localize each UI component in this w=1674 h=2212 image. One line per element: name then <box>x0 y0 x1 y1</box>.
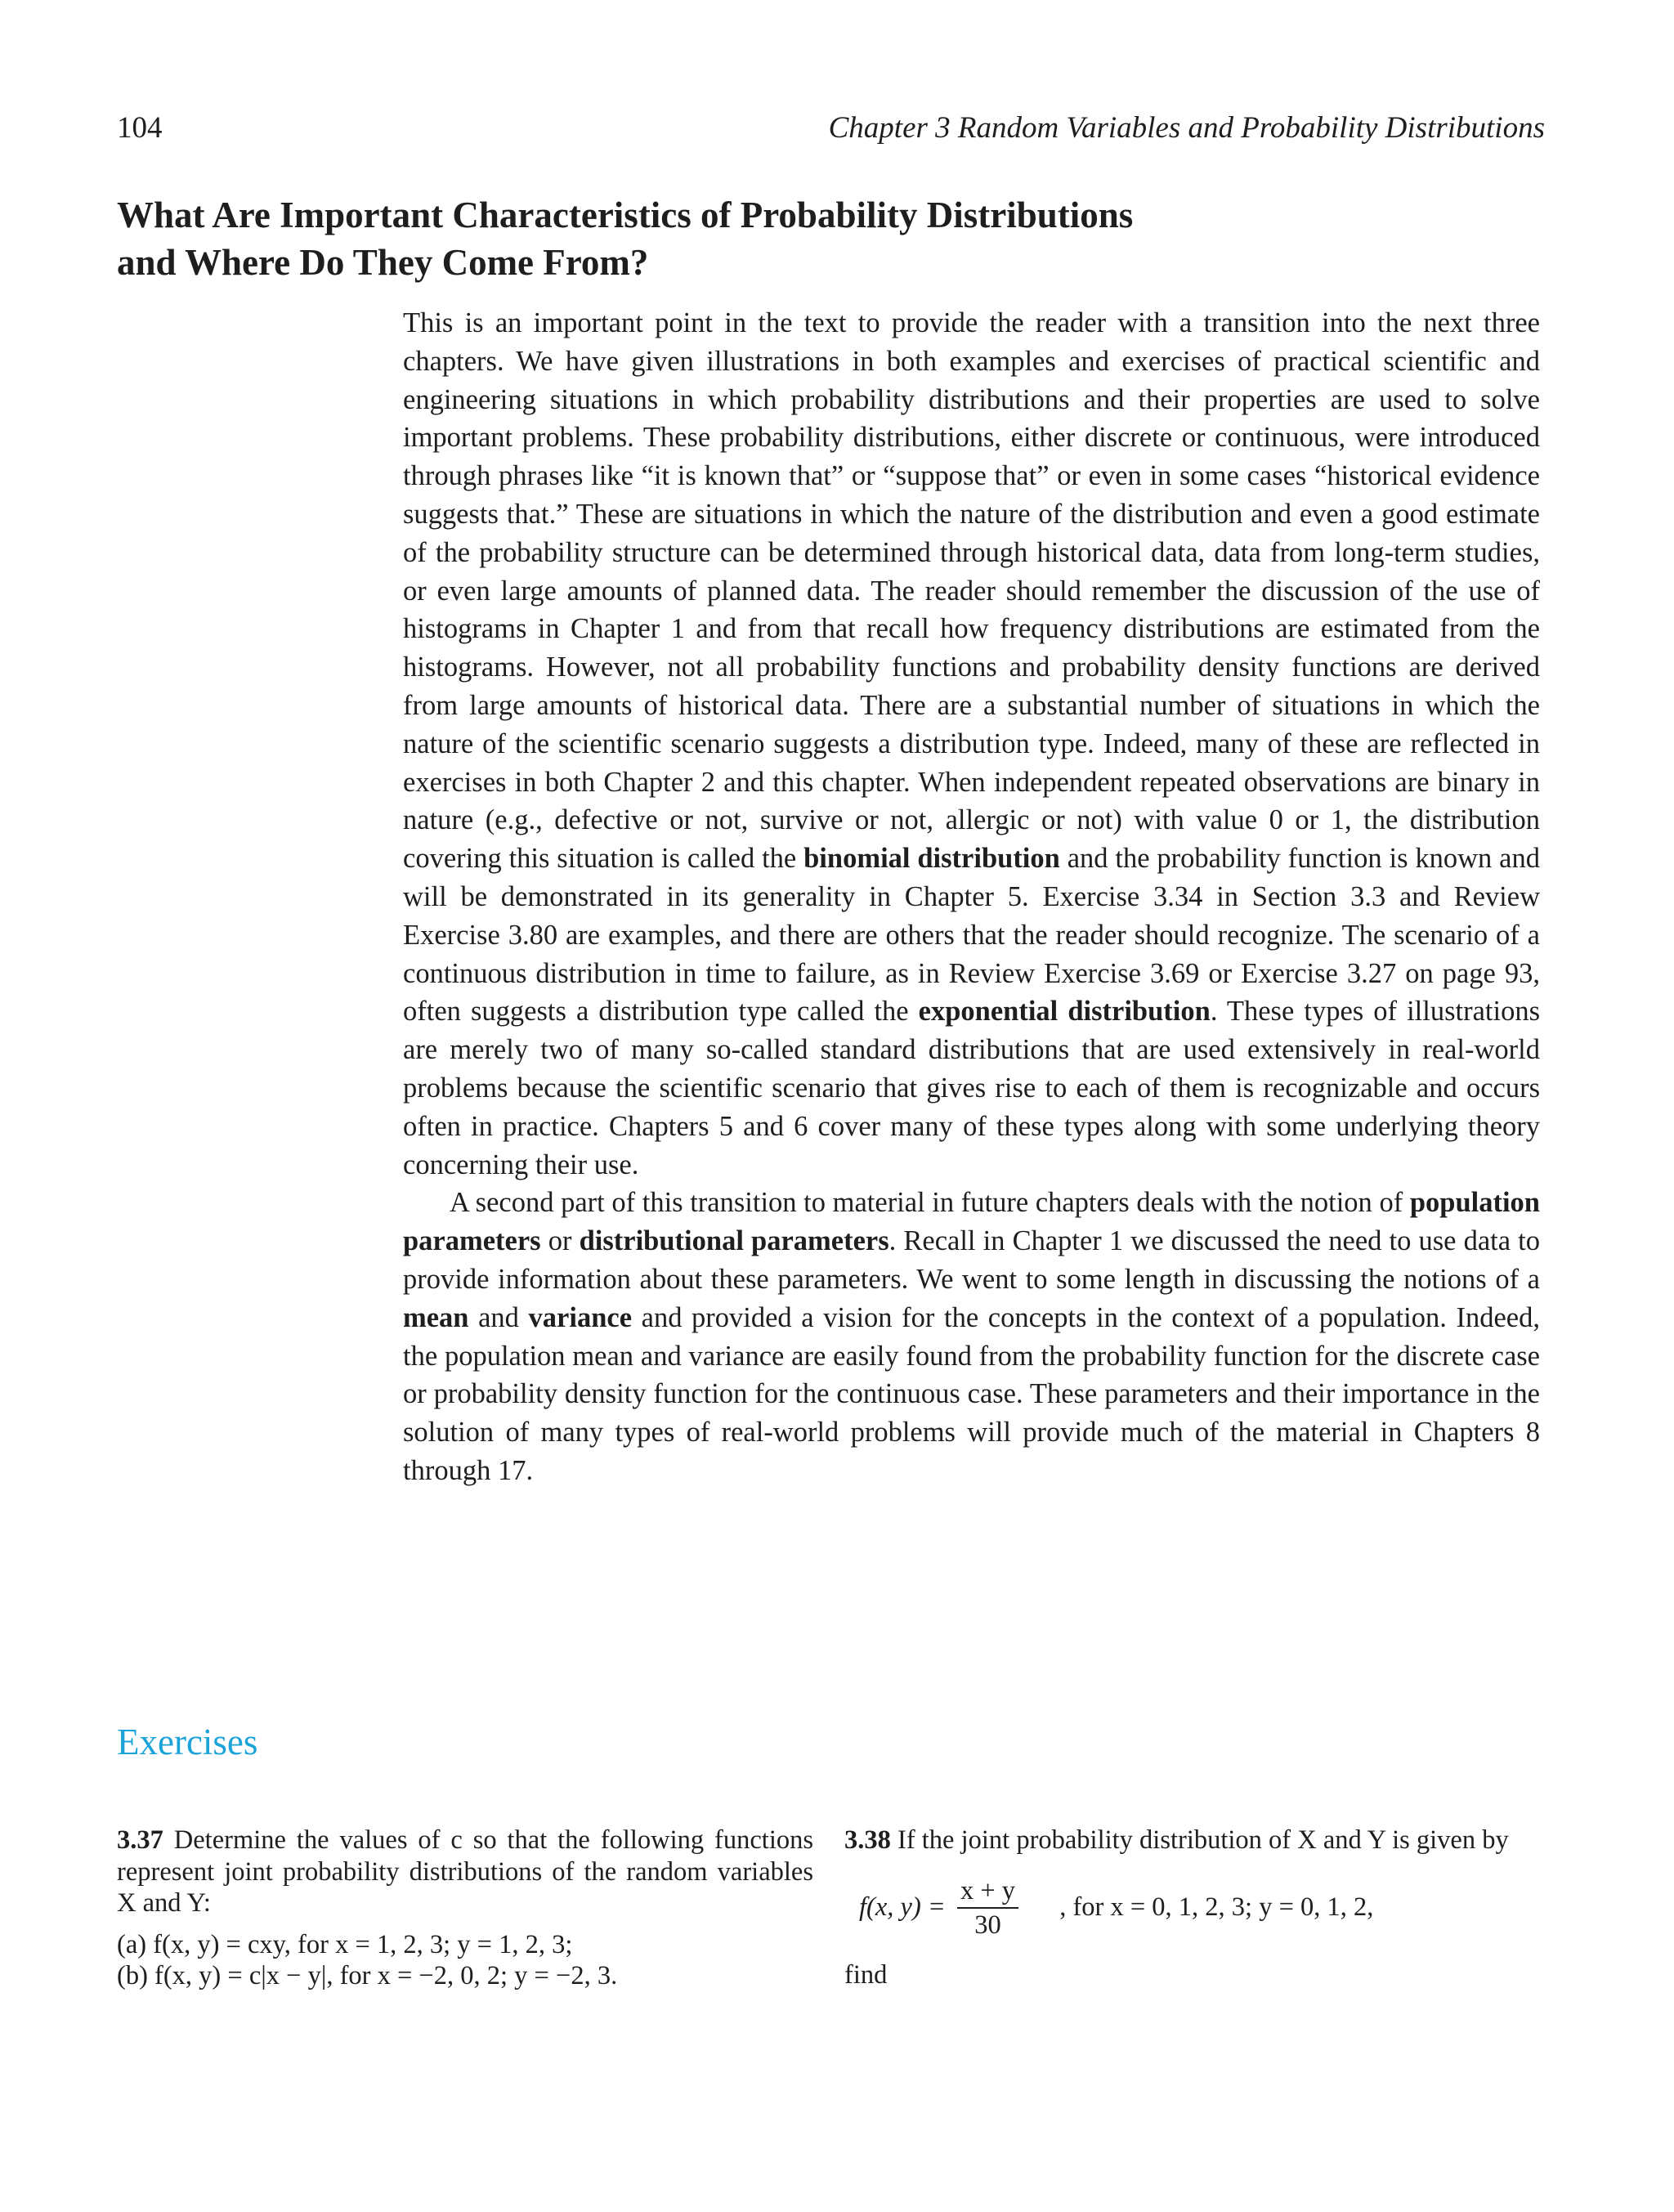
equation-lhs: f(x, y) = <box>859 1892 946 1923</box>
term-distributional-parameters: distributional parameters <box>579 1225 889 1257</box>
paragraph-2-text-2: or <box>540 1225 580 1257</box>
term-mean: mean <box>403 1301 469 1333</box>
exercise-3-37-text: Determine the values of c so that the following functions represent joint probability distributions of the random variables X and Y: <box>117 1825 813 1918</box>
paragraph-2-text-3: . Recall in Chapter 1 we discussed the need to use data to provide information about these parameters. We went to some length in discussing the notions of a <box>403 1225 1541 1295</box>
exercise-number: 3.38 <box>844 1825 891 1855</box>
fraction-numerator: x + y <box>957 1874 1018 1909</box>
equation-condition: , for x = 0, 1, 2, 3; y = 0, 1, 2, <box>1059 1892 1374 1923</box>
joint-pmf-equation <box>859 1874 1541 1948</box>
fraction <box>957 1874 1018 1941</box>
exercise-3-38-find: find <box>844 1959 888 1990</box>
exercises-heading: Exercises <box>117 1722 258 1762</box>
paragraph-1 <box>403 304 1540 1184</box>
paragraph-2-text-5: and provided a vision for the concepts in the context of a population. Indeed, the population mean and variance are easily found from the probability function for the discrete case or probability density function for the continuous case. These parameters and their importance in the solution of many types of real-world problems will provide much of the material in Chapters 8 through 17. <box>403 1301 1540 1486</box>
section-title <box>117 191 1555 286</box>
paragraph-2-text-4: and <box>468 1301 529 1333</box>
exercise-3-37-part-a: (a) f(x, y) = cxy, for x = 1, 2, 3; y = 1, 2, 3; <box>117 1929 573 1959</box>
section-title-line-2: and Where Do They Come From? <box>117 242 649 283</box>
paragraph-1-text-1: This is an important point in the text to provide the reader with a transition into the next three chapters. We have given illustrations in both examples and exercises of practical scientific and engineering situations in which probability distributions and their properties are used to solve important problems. These probability distributions, either discrete or continuous, were introduced through phrases like “it is known that” or “suppose that” or even in some cases “historical evidence suggests that.” These are situations in which the nature of the distribution and even a good estimate of the probability structure can be determined through historical data, data from long-term studies, or even large amounts of planned data. The reader should remember the discussion of the use of histograms in Chapter 1 and from that recall how frequency distributions are estimated from the histograms. However, not all probability functions and probability density functions are derived from large amounts of historical data. There are a substantial number of situations in which the nature of the scientific scenario suggests a distribution type. Indeed, many of these are reflected in exercises in both Chapter 2 and this chapter. When independent repeated observations are binary in nature (e.g., defective or not, survive or not, allergic or not) with value 0 or 1, the distribution covering this situation is called the <box>403 307 1540 875</box>
page-header <box>0 110 1674 153</box>
paragraph-2-text-1: A second part of this transition to material in future chapters deals with the notion of <box>450 1187 1410 1219</box>
running-head: Chapter 3 Random Variables and Probability Distributions <box>828 111 1545 145</box>
exercise-3-37 <box>117 1825 813 1992</box>
exercise-3-38-text: If the joint probability distribution of X and Y is given by <box>890 1825 1509 1855</box>
exercise-number: 3.37 <box>117 1825 163 1855</box>
paragraph-1-text-3: . These types of illustrations are merely two of many so-called standard distributions that are used extensively in real-world problems because the scientific scenario that gives rise to each of them is recognizable and occurs often in practice. Chapters 5 and 6 cover many of these types along with some underlying theory concerning their use. <box>403 996 1540 1180</box>
exercise-3-38-intro <box>844 1825 1541 1856</box>
fraction-denominator: 30 <box>974 1910 1001 1940</box>
body-text <box>403 304 1540 1490</box>
term-population-parameters: population parameters <box>403 1187 1540 1257</box>
paragraph-1-text-2: and the probability function is known and will be demonstrated in its generality in Chapter 5. Exercise 3.34 in Section 3.3 and Review Exercise 3.80 are examples, and there are others that the reader should recognize. The scenario of a continuous distribution in time to failure, as in Review Exercise 3.69 or Exercise 3.27 on page 93, often suggests a distribution type called the <box>403 843 1540 1028</box>
page-number: 104 <box>117 111 163 145</box>
exercise-3-37-part-b: (b) f(x, y) = c|x − y|, for x = −2, 0, 2; y = −2, 3. <box>117 1961 618 1990</box>
exercise-3-37-intro <box>117 1825 813 1919</box>
exercise-3-38 <box>844 1825 1541 1990</box>
section-title-line-1: What Are Important Characteristics of Probability Distributions <box>117 195 1134 235</box>
term-exponential-distribution: exponential distribution <box>918 996 1211 1028</box>
term-variance: variance <box>528 1301 633 1333</box>
term-binomial-distribution: binomial distribution <box>803 843 1060 875</box>
paragraph-2 <box>403 1184 1540 1489</box>
